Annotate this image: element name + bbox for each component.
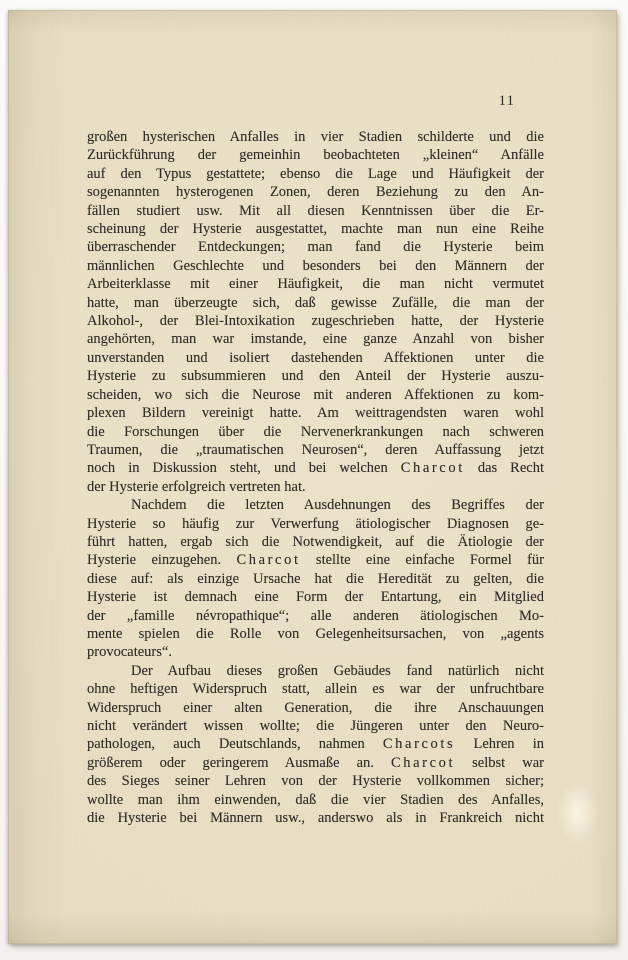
text-line: auf den Typus gestattete; ebenso die Lage und Häufigkeit der [87, 165, 544, 182]
text-line: diese auf: als einzige Ursache hat die Heredität zu gelten, die [87, 570, 544, 587]
text-line: mente spielen die Rolle von Gelegenheitsursachen, von „agents [87, 625, 544, 642]
text-line: Hysterie so häufig zur Verwerfung ätiologischer Diagnosen ge- [87, 515, 544, 532]
text-line: die Hysterie bei Männern usw., anderswo als in Frankreich nicht [87, 810, 544, 827]
text-line: Hysterie ist demnach eine Form der Entartung, ein Mitglied [87, 589, 544, 606]
text-line: sogenannten hysterogenen Zonen, deren Beziehung zu den An- [87, 184, 544, 201]
text-line: Zurückführung der gemeinhin beobachteten „kleinen“ Anfälle [87, 147, 544, 164]
text-line: scheiden, wo sich die Neurose mit anderen Affektionen zu kom- [87, 386, 544, 403]
page-text [87, 128, 544, 827]
text-line: Arbeiterklasse mit einer Häufigkeit, die man nicht vermutet [87, 276, 544, 293]
text-line: größerem oder geringerem Ausmaße an. Charcot selbst war [87, 754, 545, 771]
text-line: Der Aufbau dieses großen Gebäudes fand natürlich nicht [131, 662, 544, 679]
letterspaced-proper-name: Charcot [390, 754, 456, 771]
text-line: die Forschungen über die Nervenerkrankungen nach schweren [87, 423, 544, 440]
text-line: plexen Bildern vereinigt hatte. Am weittragendsten waren wohl [87, 405, 544, 422]
text-line: fällen studiert usw. Mit all diesen Kenntnissen über die Er- [87, 202, 544, 219]
text-line: ohne heftigen Widerspruch statt, allein es war der unfruchtbare [87, 681, 544, 698]
text-line: scheinung der Hysterie ausgestattet, machte man nun eine Reihe [87, 221, 544, 238]
page-number: 11 [498, 93, 515, 109]
text-line: noch in Diskussion steht, und bei welchen Charcot das Recht [87, 460, 544, 477]
text-line: pathologen, auch Deutschlands, nahmen Charcots Lehren in [87, 736, 544, 753]
text-line: Hysterie zu subsummieren und den Anteil der Hysterie auszu- [87, 368, 544, 385]
text-line: angehörten, man war imstande, eine ganze Anzahl von bisher [87, 331, 544, 348]
text-line: männlichen Geschlechte und besonders bei den Männern der [87, 257, 544, 274]
text-line: Nachdem die letzten Ausdehnungen des Begriffes der [131, 497, 544, 514]
text-line: Traumen, die „traumatischen Neurosen“, deren Auffassung jetzt [87, 441, 544, 458]
text-line: nicht verändert wissen wollte; die Jüngeren unter den Neuro- [87, 718, 544, 734]
text-line: Alkohol-, der Blei-Intoxikation zugeschrieben hatte, der Hysterie [87, 313, 544, 330]
text-line: führt hatten, ergab sich die Notwendigkeit, auf die Ätiologie der [87, 533, 544, 550]
letterspaced-proper-name: Charcot [400, 460, 465, 477]
text-line: hatte, man überzeugte sich, daß gewisse Zufälle, die man der [87, 294, 544, 311]
text-line: des Sieges seiner Lehren von der Hysterie vollkommen sicher; [87, 773, 544, 790]
text-line: Widerspruch einer alten Generation, die ihre Anschauungen [87, 699, 544, 716]
text-line: der „famille névropathique“; alle anderen ätiologischen Mo- [87, 607, 544, 624]
text-line: wollte man ihm einwenden, daß die vier Stadien des Anfalles, [87, 791, 544, 808]
text-line: unverstanden und isoliert dastehenden Affektionen unter die [87, 349, 544, 366]
text-line: großen hysterischen Anfalles in vier Stadien schilderte und die [87, 129, 544, 145]
text-line: der Hysterie erfolgreich vertreten hat. [87, 478, 306, 495]
text-line: provocateurs“. [87, 644, 172, 661]
letterspaced-proper-name: Charcots [382, 736, 456, 753]
book-page [8, 10, 617, 944]
text-line: überraschender Entdeckungen; man fand die Hysterie beim [87, 239, 544, 256]
letterspaced-proper-name: Charcot [236, 552, 301, 569]
text-line: Hysterie einzugehen. Charcot stellte eine einfache Formel für [87, 552, 544, 569]
